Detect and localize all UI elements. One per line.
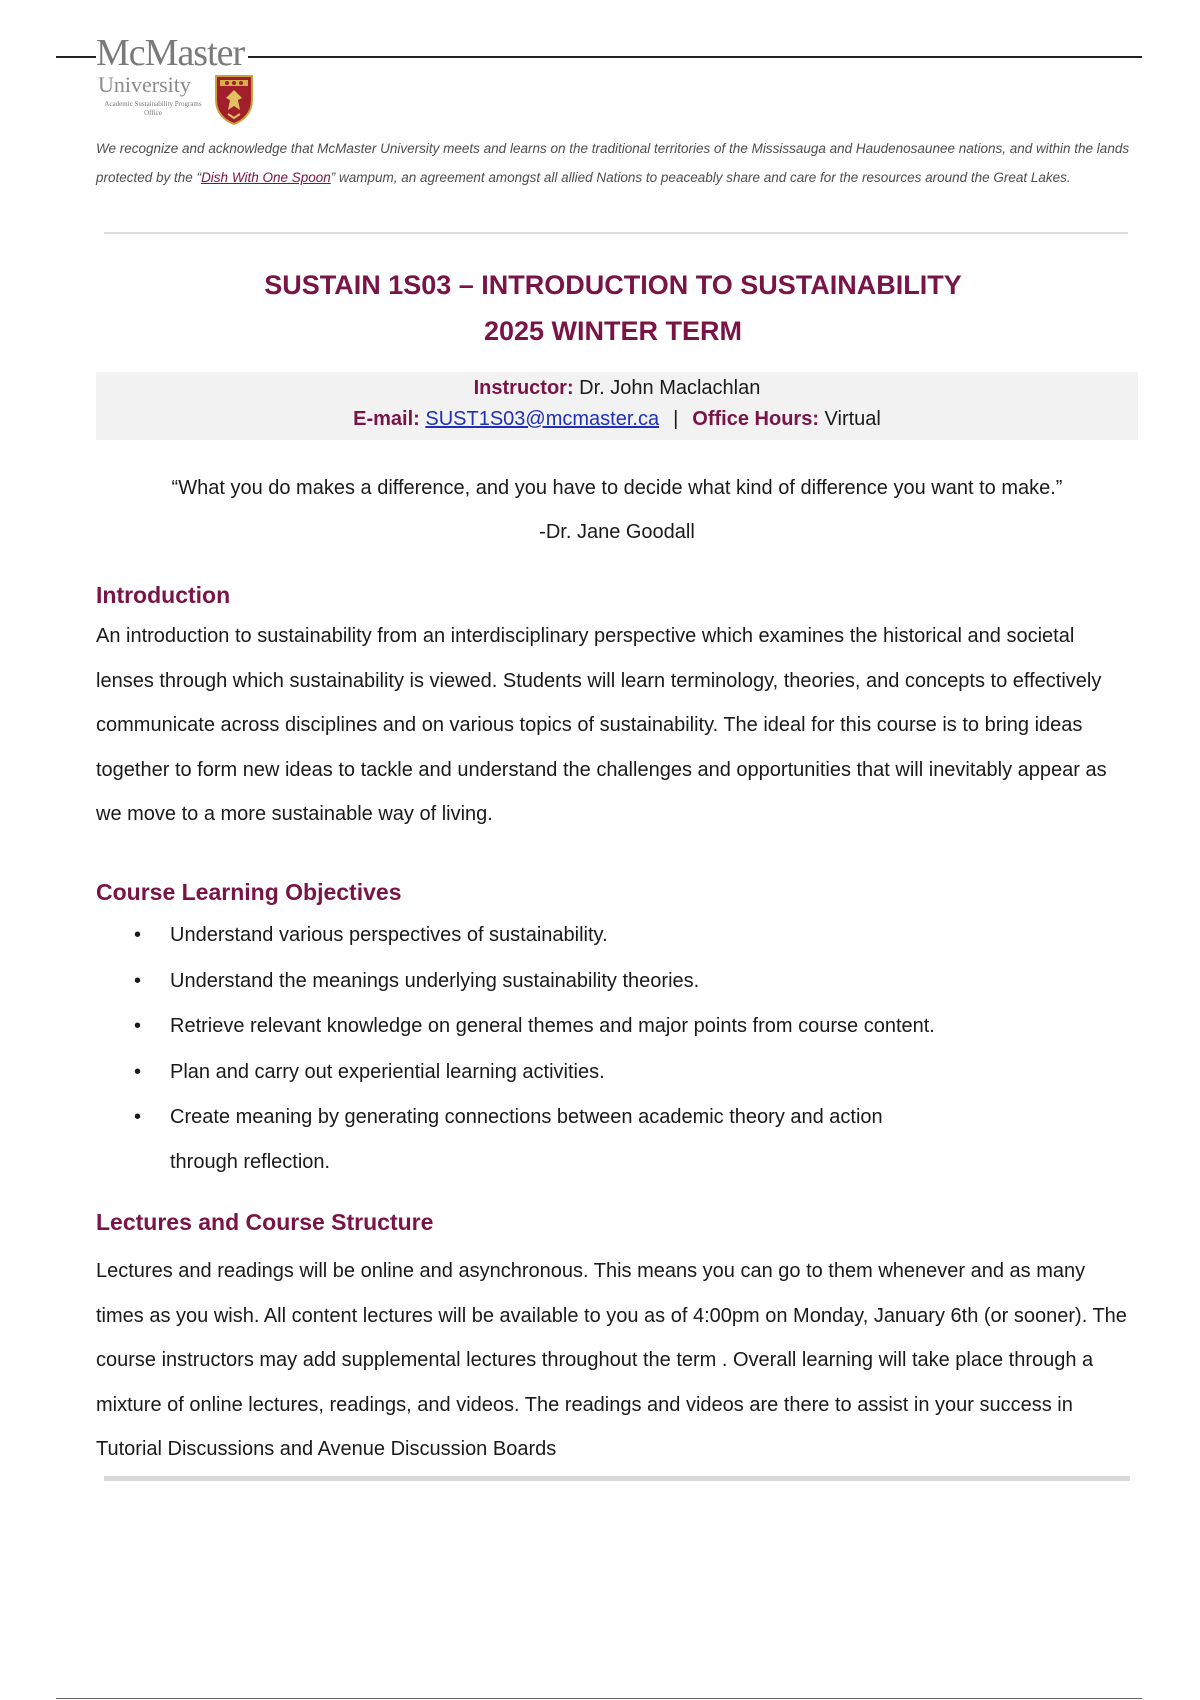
office-hours-value: Virtual xyxy=(818,408,881,430)
course-title-block xyxy=(96,262,1130,354)
list-item xyxy=(96,1050,1136,1095)
mcmaster-logo xyxy=(96,30,256,130)
email-label: E-mail: xyxy=(353,408,420,430)
contact-separator: | xyxy=(673,408,679,430)
bullet-icon: • xyxy=(134,924,142,946)
mcmaster-crest-icon xyxy=(214,74,254,126)
land-ack-text-1: We recognize and acknowledge that McMaster University meets and learns on the traditional territories of the Mississauga and Haudenosaunee nations, and within the lands protected by the “ xyxy=(96,141,1130,185)
course-title: SUSTAIN 1S03 – INTRODUCTION TO SUSTAINABILITY xyxy=(264,270,962,300)
objective-text: Understand various perspectives of sustainability. xyxy=(170,924,608,946)
quote-text: “What you do makes a difference, and you have to decide what kind of difference you want to make.” xyxy=(171,477,1063,499)
bullet-icon: • xyxy=(134,1060,142,1083)
list-item xyxy=(96,1004,1136,1049)
lectures-body: Lectures and readings will be online and asynchronous. This means you can go to them whenever and as many times as you wish. All content lectures will be available to you as of 4:00pm on Monday, January 6th (or sooner). The course instructors may add supplemental lectures throughout the term . Overall learning will take place through a mixture of online lectures, readings, and videos. The readings and videos are there to assist in your success in Tutorial Discussions and Avenue Discussion Boards xyxy=(96,1260,1127,1460)
instructor-name: Dr. John Maclachlan xyxy=(573,377,761,399)
logo-title: McMaster xyxy=(96,32,245,74)
list-item xyxy=(96,1095,1136,1184)
land-acknowledgement xyxy=(96,134,1130,192)
header-rule-left xyxy=(56,56,96,58)
quote-block xyxy=(96,466,1138,554)
objective-text: Understand the meanings underlying sustainability theories. xyxy=(170,969,700,992)
logo-office-name: Academic Sustainability Programs Office xyxy=(104,100,202,117)
objective-text: Retrieve relevant knowledge on general themes and major points from course content. xyxy=(170,1015,935,1037)
instructor-line xyxy=(96,372,1138,404)
email-link[interactable]: SUST1S03@mcmaster.ca xyxy=(425,408,660,430)
list-item xyxy=(96,959,1136,1004)
land-ack-text-2: ” wampum, an agreement amongst all allied Nations to peaceably share and care for the resources around the Great Lakes. xyxy=(330,170,1071,185)
office-hours-label: Office Hours: xyxy=(692,408,819,430)
header-rule-right xyxy=(248,56,1142,58)
instructor-label: Instructor: xyxy=(473,377,574,399)
lectures-heading: Lectures and Course Structure xyxy=(96,1209,434,1235)
introduction-heading: Introduction xyxy=(96,582,231,608)
introduction-body: An introduction to sustainability from an interdisciplinary perspective which examines the historical and societal lenses through which sustainability is viewed. Students will learn terminology, theories, and concepts to effectively communicate across disciplines and on various topics of sustainability. The ideal for this course is to bring ideas together to form new ideas to tackle and understand the challenges and opportunities that will inevitably appear as we move to a more sustainable way of living. xyxy=(96,625,1107,825)
quote-author: -Dr. Jane Goodall xyxy=(539,521,695,543)
objectives-list xyxy=(96,913,1136,1185)
objective-text: Create meaning by generating connections between academic theory and action through reflection. xyxy=(170,1106,883,1173)
course-term: 2025 WINTER TERM xyxy=(483,316,743,346)
logo-subtitle: University xyxy=(98,72,191,97)
list-item xyxy=(96,913,1136,958)
contact-line xyxy=(96,403,1138,435)
objective-text: Plan and carry out experiential learning activities. xyxy=(170,1060,605,1083)
divider xyxy=(104,1476,1130,1481)
instructor-info-box xyxy=(96,372,1138,440)
objectives-heading: Course Learning Objectives xyxy=(96,879,402,905)
footer-rule xyxy=(56,1698,1142,1699)
divider xyxy=(104,232,1128,234)
bullet-icon: • xyxy=(134,1106,142,1128)
bullet-icon: • xyxy=(134,969,142,992)
dish-with-one-spoon-link[interactable]: Dish With One Spoon xyxy=(201,170,331,185)
bullet-icon: • xyxy=(134,1015,142,1037)
